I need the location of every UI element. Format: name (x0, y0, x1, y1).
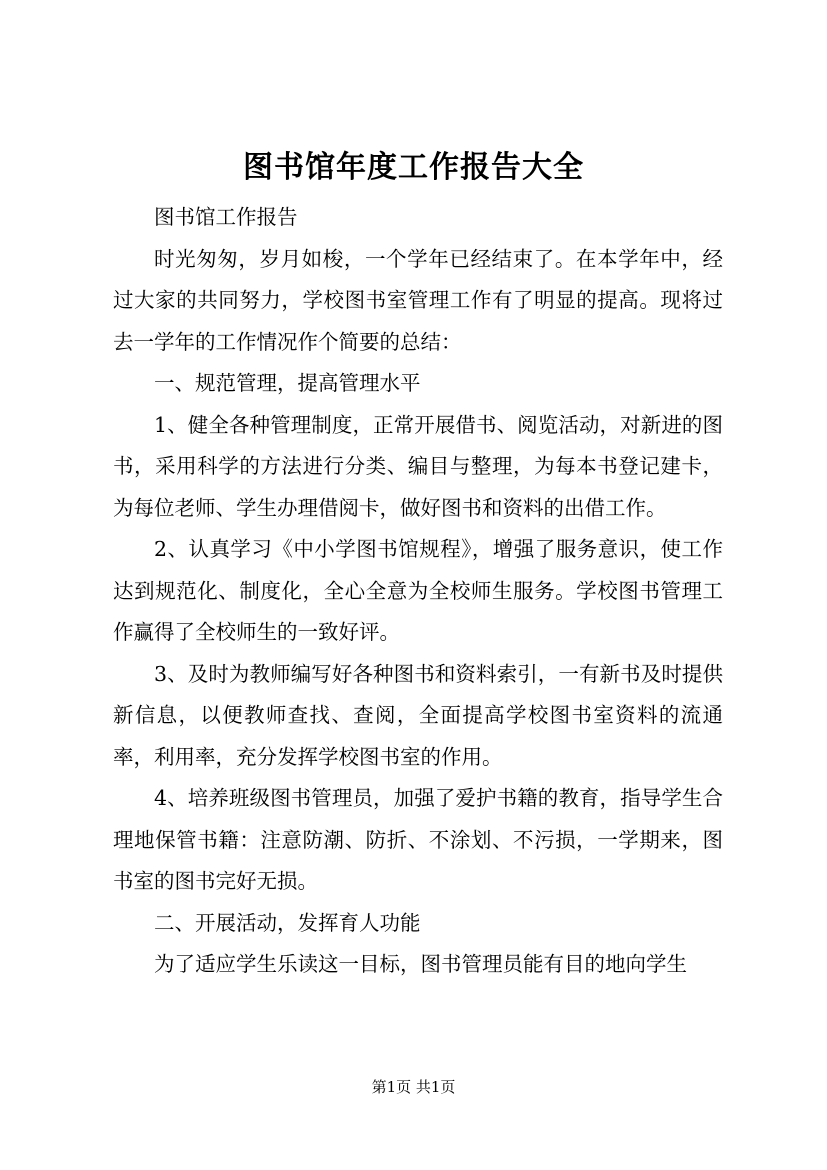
section-heading-2: 二、开展活动，发挥育人功能 (154, 910, 421, 935)
paragraph-item-2: 2、认真学习《中小学图书馆规程》，增强了服务意识，使工作达到规范化、制度化，全心全意为全校师生服务。学校图书管理工作赢得了全校师生的一致好评。 (113, 537, 723, 644)
paragraph-subtitle: 图书馆工作报告 (154, 205, 298, 229)
document-body (113, 197, 723, 986)
paragraph-item-4: 4、培养班级图书管理员，加强了爱护书籍的教育，指导学生合理地保管书籍：注意防潮、防折、不涂划、不污损，一学期来，图书室的图书完好无损。 (113, 786, 723, 893)
paragraph-intro: 时光匆匆，岁月如梭，一个学年已经结束了。在本学年中，经过大家的共同努力，学校图书室管理工作有了明显的提高。现将过去一学年的工作情况作个简要的总结： (113, 246, 723, 354)
section-heading-1: 一、规范管理，提高管理水平 (154, 371, 421, 395)
paragraph-section-2: 为了适应学生乐读这一目标，图书管理员能有目的地向学生 (154, 952, 687, 976)
paragraph-item-3: 3、及时为教师编写好各种图书和资料索引，一有新书及时提供新信息，以便教师查找、查阅，全面提高学校图书室资料的流通率，利用率，充分发挥学校图书室的作用。 (113, 661, 723, 769)
page-footer: 第1页 共1页 (371, 1078, 456, 1096)
paragraph-item-1: 1、健全各种管理制度，正常开展借书、阅览活动，对新进的图书，采用科学的方法进行分类、编目与整理，为每本书登记建卡，为每位老师、学生办理借阅卡，做好图书和资料的出借工作。 (113, 412, 723, 520)
document-title: 图书馆年度工作报告大全 (243, 150, 584, 185)
